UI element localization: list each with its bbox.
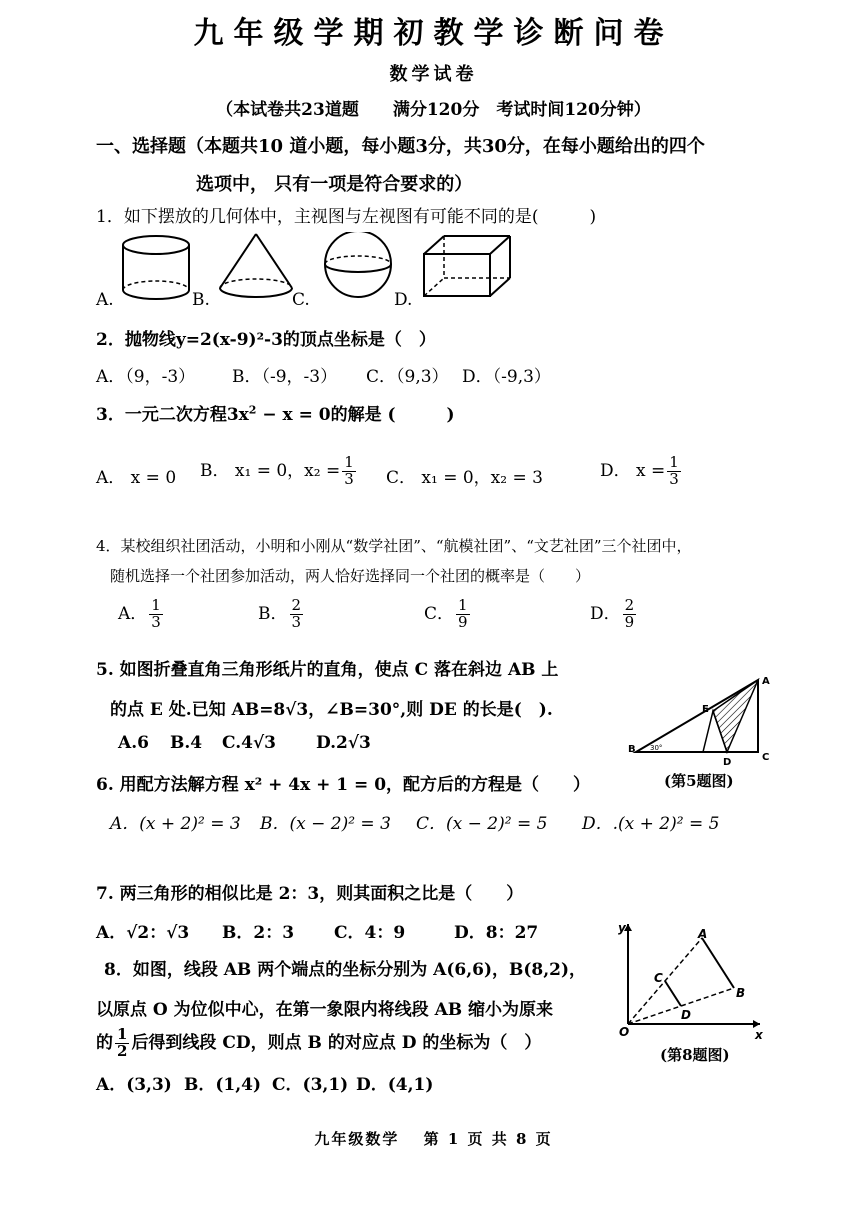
question-1: 1．如下摆放的几何体中，主视图与左视图有可能不同的是( ) (96, 207, 597, 227)
fraction-denominator: 3 (344, 469, 354, 488)
q3-option-c: C． x₁ = 0，x₂ = 3 (386, 468, 543, 488)
label-e: E (702, 704, 709, 715)
q6-option-d: D．.(x + 2)² = 5 (582, 814, 720, 834)
question-4: 4．某校组织社团活动，小明和小刚从“数学社团”、“航模社团”、“文艺社团”三个社团中， (96, 537, 692, 555)
q5-figure-caption: (第5题图) (664, 772, 734, 790)
q1-solids-figure (118, 232, 518, 304)
q1-option-c: C. (292, 290, 310, 310)
folded-region (713, 680, 758, 752)
q8-fraction (115, 1027, 129, 1060)
q8-coordinate-figure (608, 920, 768, 1046)
q5-option-c: C.4√3 (222, 733, 276, 753)
q6-option-b: B．(x − 2)² = 3 (260, 814, 391, 834)
cuboid-shape (424, 236, 510, 296)
fraction-denominator: 2 (117, 1041, 128, 1060)
option-label: A． (118, 603, 148, 624)
q3-option-b-fraction (342, 455, 356, 488)
q6-option-a: A．(x + 2)² = 3 (110, 814, 241, 834)
q4-option-c (424, 598, 472, 631)
option-label: D． (590, 603, 621, 624)
q7-option-c: C．4：9 (334, 923, 406, 943)
section-heading: 一、选择题（本题共10 道小题，每小题3分，共30分，在每小题给出的四个 (96, 136, 705, 157)
q3-option-b-text: B． x₁ = 0，x₂ = (200, 460, 341, 481)
label-c: C (762, 752, 770, 763)
q2-option-b: B．（-9，-3） (232, 367, 338, 387)
question-8: 8．如图，线段 AB 两个端点的坐标分别为 A(6,6)，B(8,2)， (104, 960, 587, 980)
label-x-axis: x (755, 1028, 763, 1042)
page-title: 九年级学期初教学诊断问卷 (193, 16, 674, 51)
q8-figure-caption: (第8题图) (660, 1046, 730, 1064)
fraction-numerator: 1 (151, 596, 161, 614)
label-b: B (736, 986, 746, 1000)
fraction-numerator: 1 (458, 596, 468, 614)
q1-option-a: A. (96, 290, 114, 310)
q3-option-d (600, 455, 683, 488)
q1-option-d: D. (394, 290, 413, 310)
question-2: 2．抛物线y=2(x-9)²-3的顶点坐标是（ ） (96, 330, 436, 350)
page-footer: 九年级数学 第 1 页 共 8 页 (314, 1130, 553, 1148)
q5-triangle-figure (626, 672, 786, 772)
q2-option-c: C．（9,3） (366, 367, 449, 387)
question-5-cont: 的点 E 处.已知 AB=8√3，∠B=30°,则 DE 的长是( ). (110, 700, 553, 720)
label-a: A (762, 676, 770, 687)
page-subtitle: 数学试卷 (389, 64, 478, 85)
option-label: B． (258, 603, 288, 624)
q1-option-b: B. (192, 290, 210, 310)
q4-option-b (258, 598, 305, 631)
q4-option-b-fraction (290, 598, 304, 631)
label-y-axis: y (618, 921, 626, 935)
q7-option-a: A．√2：√3 (96, 923, 190, 943)
fraction-denominator: 9 (624, 612, 635, 631)
section-heading-cont: 选项中， 只有一项是符合要求的） (196, 174, 473, 195)
question-5: 5. 如图折叠直角三角形纸片的直角，使点 C 落在斜边 AB 上 (96, 660, 559, 680)
q4-option-d (590, 598, 638, 631)
q4-option-d-fraction (623, 598, 637, 631)
label-d: D (723, 757, 732, 768)
fraction-numerator: 1 (117, 1025, 128, 1043)
q7-option-d: D．8：27 (454, 923, 539, 943)
q4-option-a-fraction (149, 598, 163, 631)
question-7: 7. 两三角形的相似比是 2：3，则其面积之比是（ ） (96, 884, 524, 904)
fraction-denominator: 3 (669, 469, 679, 488)
label-c: C (654, 971, 663, 985)
fraction-numerator: 1 (669, 453, 679, 471)
q7-option-b: B．2：3 (222, 923, 295, 943)
question-3 (96, 400, 455, 425)
q8-text-end: 后得到线段 CD，则点 B 的对应点 D 的坐标为（ ） (131, 1032, 542, 1053)
label-d: D (681, 1008, 691, 1022)
fraction-numerator: 2 (624, 596, 635, 614)
q3-option-d-text: D． x = (600, 460, 666, 481)
q3-option-d-fraction (667, 455, 681, 488)
label-b: B (628, 744, 636, 755)
q5-option-b: B.4 (170, 733, 203, 753)
question-6: 6. 用配方法解方程 x² + 4x + 1 = 0，配方后的方程是（ ） (96, 775, 591, 795)
q3-option-b (200, 455, 358, 488)
angle-label: 30° (650, 744, 663, 752)
x-axis-arrow (753, 1020, 760, 1028)
label-origin: O (619, 1025, 630, 1039)
fraction-numerator: 1 (344, 453, 354, 471)
q8-option-c: C．(3,1) (272, 1075, 349, 1095)
fraction-denominator: 3 (151, 612, 161, 631)
cone-shape (220, 234, 292, 297)
fraction-denominator: 3 (291, 612, 302, 631)
option-label: C． (424, 603, 455, 624)
q8-option-b: B．(1,4) (184, 1075, 262, 1095)
q3-text-end: − x = 0的解是 ( ) (256, 405, 455, 425)
q4-option-a (118, 598, 165, 631)
q8-text: 的 (96, 1032, 113, 1053)
q3-option-a: A． x = 0 (96, 468, 177, 488)
q8-option-a: A．(3,3) (96, 1075, 172, 1095)
segment-ab (702, 938, 734, 988)
q2-option-d: D．（-9,3） (462, 367, 551, 387)
sphere-shape (325, 232, 391, 297)
fraction-denominator: 9 (458, 612, 468, 631)
q8-option-d: D．(4,1) (356, 1075, 434, 1095)
question-4-cont: 随机选择一个社团参加活动，两人恰好选择同一个社团的概率是（ ） (110, 567, 591, 585)
q3-exponent: 2 (248, 403, 257, 417)
q5-option-d: D.2√3 (316, 733, 371, 753)
exam-info: （本试卷共23道题 满分120分 考试时间120分钟） (216, 100, 651, 120)
q2-option-a: A．（9，-3） (96, 367, 196, 387)
cylinder-shape (123, 236, 189, 299)
fraction-numerator: 2 (291, 596, 302, 614)
q4-option-c-fraction (456, 598, 470, 631)
segment-cd (665, 981, 681, 1006)
label-a: A (698, 927, 708, 941)
q3-text: 3．一元二次方程3x (96, 405, 249, 425)
q6-option-c: C．(x − 2)² = 5 (416, 814, 548, 834)
question-8-cont2 (96, 1027, 541, 1060)
question-8-cont: 以原点 O 为位似中心，在第一象限内将线段 AB 缩小为原来 (96, 1000, 554, 1020)
q5-option-a: A.6 (118, 733, 149, 753)
